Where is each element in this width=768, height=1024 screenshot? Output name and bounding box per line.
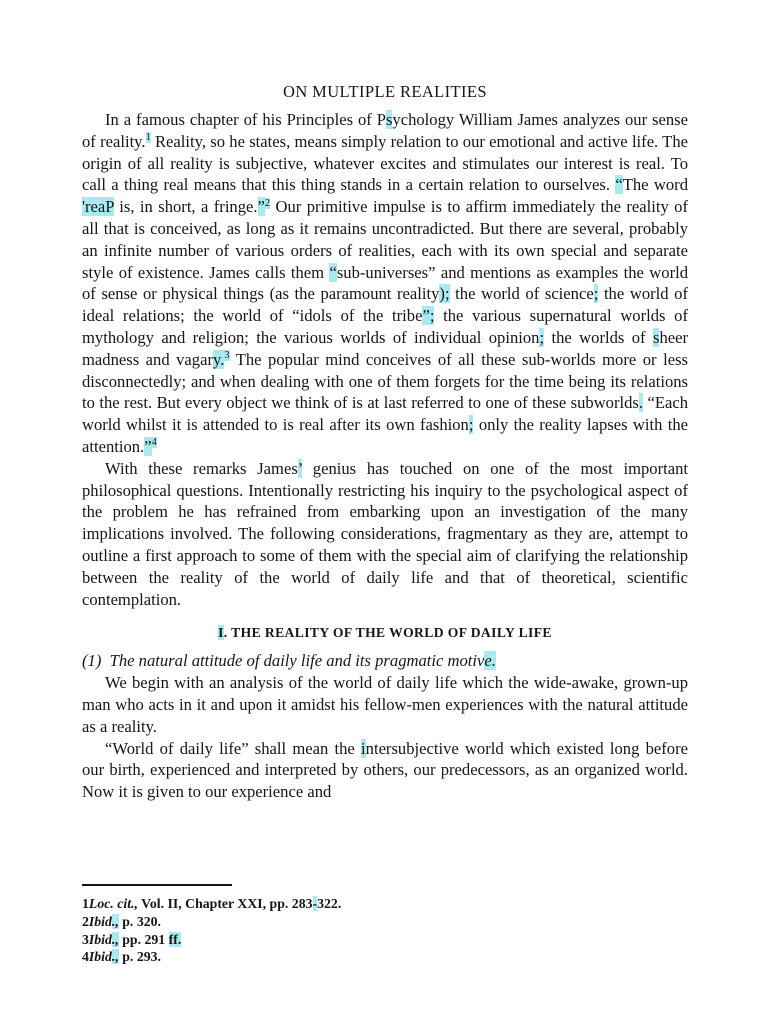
text-run: sub-universes” and mentions as examples the world of sense or physical things (as the paramount reality: [82, 262, 689, 304]
paragraph-james-realities: [82, 109, 688, 458]
paragraph-james-genius: [82, 458, 688, 611]
text-run: genius has touched on one of the most important philosophical questions. Intentionally restricting his inquiry to the psychological aspect of the problem he has refrained from embarking upon an investigation of the many implications involved. The following considerations, fragmentary as they are, attempt to outline a first approach to some of them with the special aim of clarifying the relationship between the reality of the world of daily life and that of theoretical, scientific contemplation.: [82, 458, 688, 609]
highlighted-text: 1: [145, 132, 151, 144]
text-run: Ibid: [88, 913, 112, 929]
footnote-separator: [82, 884, 232, 886]
highlighted-text: ”;: [422, 306, 435, 326]
footnote-3: [82, 931, 688, 949]
text-run: Ibid: [88, 931, 112, 947]
text-run: ntersubjective world which existed long before our birth, experienced and interpreted by others, our predecessors, as an organized world. Now it is given to our experience and: [82, 738, 688, 802]
text-run: We begin with an analysis of the world of daily life which the wide-awake, grown-up man who acts in it and upon it amidst his fellow-men experiences with the natural attitude as a reality.: [82, 673, 688, 736]
text-run: In a famous chapter of his Principles of P: [105, 110, 386, 129]
section-heading-reality-daily-life: [82, 625, 688, 641]
highlighted-text: s: [652, 327, 660, 347]
highlighted-text: ”: [257, 197, 265, 217]
text-run: 3: [82, 931, 89, 947]
highlighted-text: ff.: [168, 931, 182, 947]
highlighted-text: 'reaP: [82, 197, 114, 217]
paragraph-world-of-daily-life: [82, 738, 688, 803]
highlighted-text: y.: [213, 349, 225, 369]
document-body: [82, 82, 688, 803]
text-run: 322.: [317, 896, 342, 911]
highlighted-text: e.: [484, 651, 496, 671]
highlighted-text: );: [439, 284, 450, 304]
text-run: ychology William James analyzes our sense of reality.: [82, 110, 688, 151]
text-run: 4: [82, 949, 89, 965]
highlighted-text: i: [361, 738, 366, 758]
text-run: With these remarks James: [105, 458, 298, 478]
highlighted-text: 4: [151, 437, 157, 449]
text-run: the worlds of: [544, 327, 653, 347]
highlighted-text: I: [218, 625, 224, 641]
text-run: Our primitive impulse is to affirm immediately the reality of all that is conceived, as long as it remains uncontradicted. But there are several, probably an infinite number of various orders of realities, each with its own special and separate style of existence. James calls them: [82, 197, 688, 282]
text-run: “World of daily life” shall mean the: [105, 738, 362, 758]
highlighted-text: ;: [539, 327, 545, 347]
highlighted-text: ;: [593, 284, 599, 304]
document-title: ON MULTIPLE REALITIES: [283, 82, 487, 101]
text-run: only the reality lapses with the attention.: [82, 415, 689, 456]
text-run: Loc. cit.,: [88, 896, 138, 911]
highlighted-text: .,: [111, 913, 119, 929]
text-run: The popular mind conceives of all these sub-worlds more or less disconnectedly; and when dealing with one of them forgets for the time being its relations to the rest. But every object we think of is at last referred to one of these subworlds: [82, 349, 688, 413]
text-run: . THE REALITY OF THE WORLD OF DAILY LIFE: [223, 625, 552, 641]
highlighted-text: “: [329, 262, 337, 282]
highlighted-text: “: [615, 175, 623, 195]
text-run: Reality, so he states, means simply relation to our emotional and active life. The origin of all reality is subjective, whatever excites and stimulates our interest is real. To call a thing real means that this thing stands in a certain relation to ourselves.: [82, 131, 688, 195]
highlighted-text: .,: [111, 949, 119, 965]
paragraph-we-begin: [82, 672, 688, 737]
text-run: The word: [622, 175, 688, 195]
highlighted-text: ’: [297, 458, 303, 478]
text-run: the various supernatural worlds of mythology and religion; the various worlds of individual opinion: [82, 306, 689, 347]
text-run: p. 293.: [118, 949, 161, 965]
text-run: Ibid: [88, 949, 112, 965]
highlighted-text: 2: [264, 197, 271, 209]
text-run: the world of science: [449, 284, 594, 304]
footnote-2: [82, 913, 688, 931]
highlighted-text: ;: [468, 415, 474, 435]
highlighted-text: .: [638, 393, 644, 413]
text-run: 2: [82, 913, 89, 929]
footnotes-section: [82, 884, 688, 966]
footnote-1: [82, 895, 688, 913]
text-run: is, in short, a fringe.: [113, 197, 258, 217]
text-run: p. 320.: [118, 913, 161, 929]
highlighted-text: -: [312, 896, 318, 911]
subsection-heading-natural-attitude: [82, 650, 688, 672]
text-run: the world of ideal relations; the world of “idols of the tribe: [82, 284, 689, 326]
text-run: “Each world whilst it is attended to is real after its own fashion: [82, 393, 688, 435]
text-run: 1: [82, 896, 89, 911]
text-run: heer madness and vagar: [82, 327, 688, 369]
highlighted-text: .,: [111, 931, 119, 947]
text-run: pp. 291: [118, 931, 169, 947]
footnote-4: [82, 948, 688, 966]
text-run: (1) The natural attitude of daily life and its pragmatic motiv: [82, 651, 485, 671]
highlighted-text: ”: [144, 436, 152, 456]
text-run: Vol. II, Chapter XXI, pp. 283: [137, 896, 313, 911]
highlighted-text: s: [385, 110, 393, 129]
highlighted-text: 3: [224, 350, 230, 362]
